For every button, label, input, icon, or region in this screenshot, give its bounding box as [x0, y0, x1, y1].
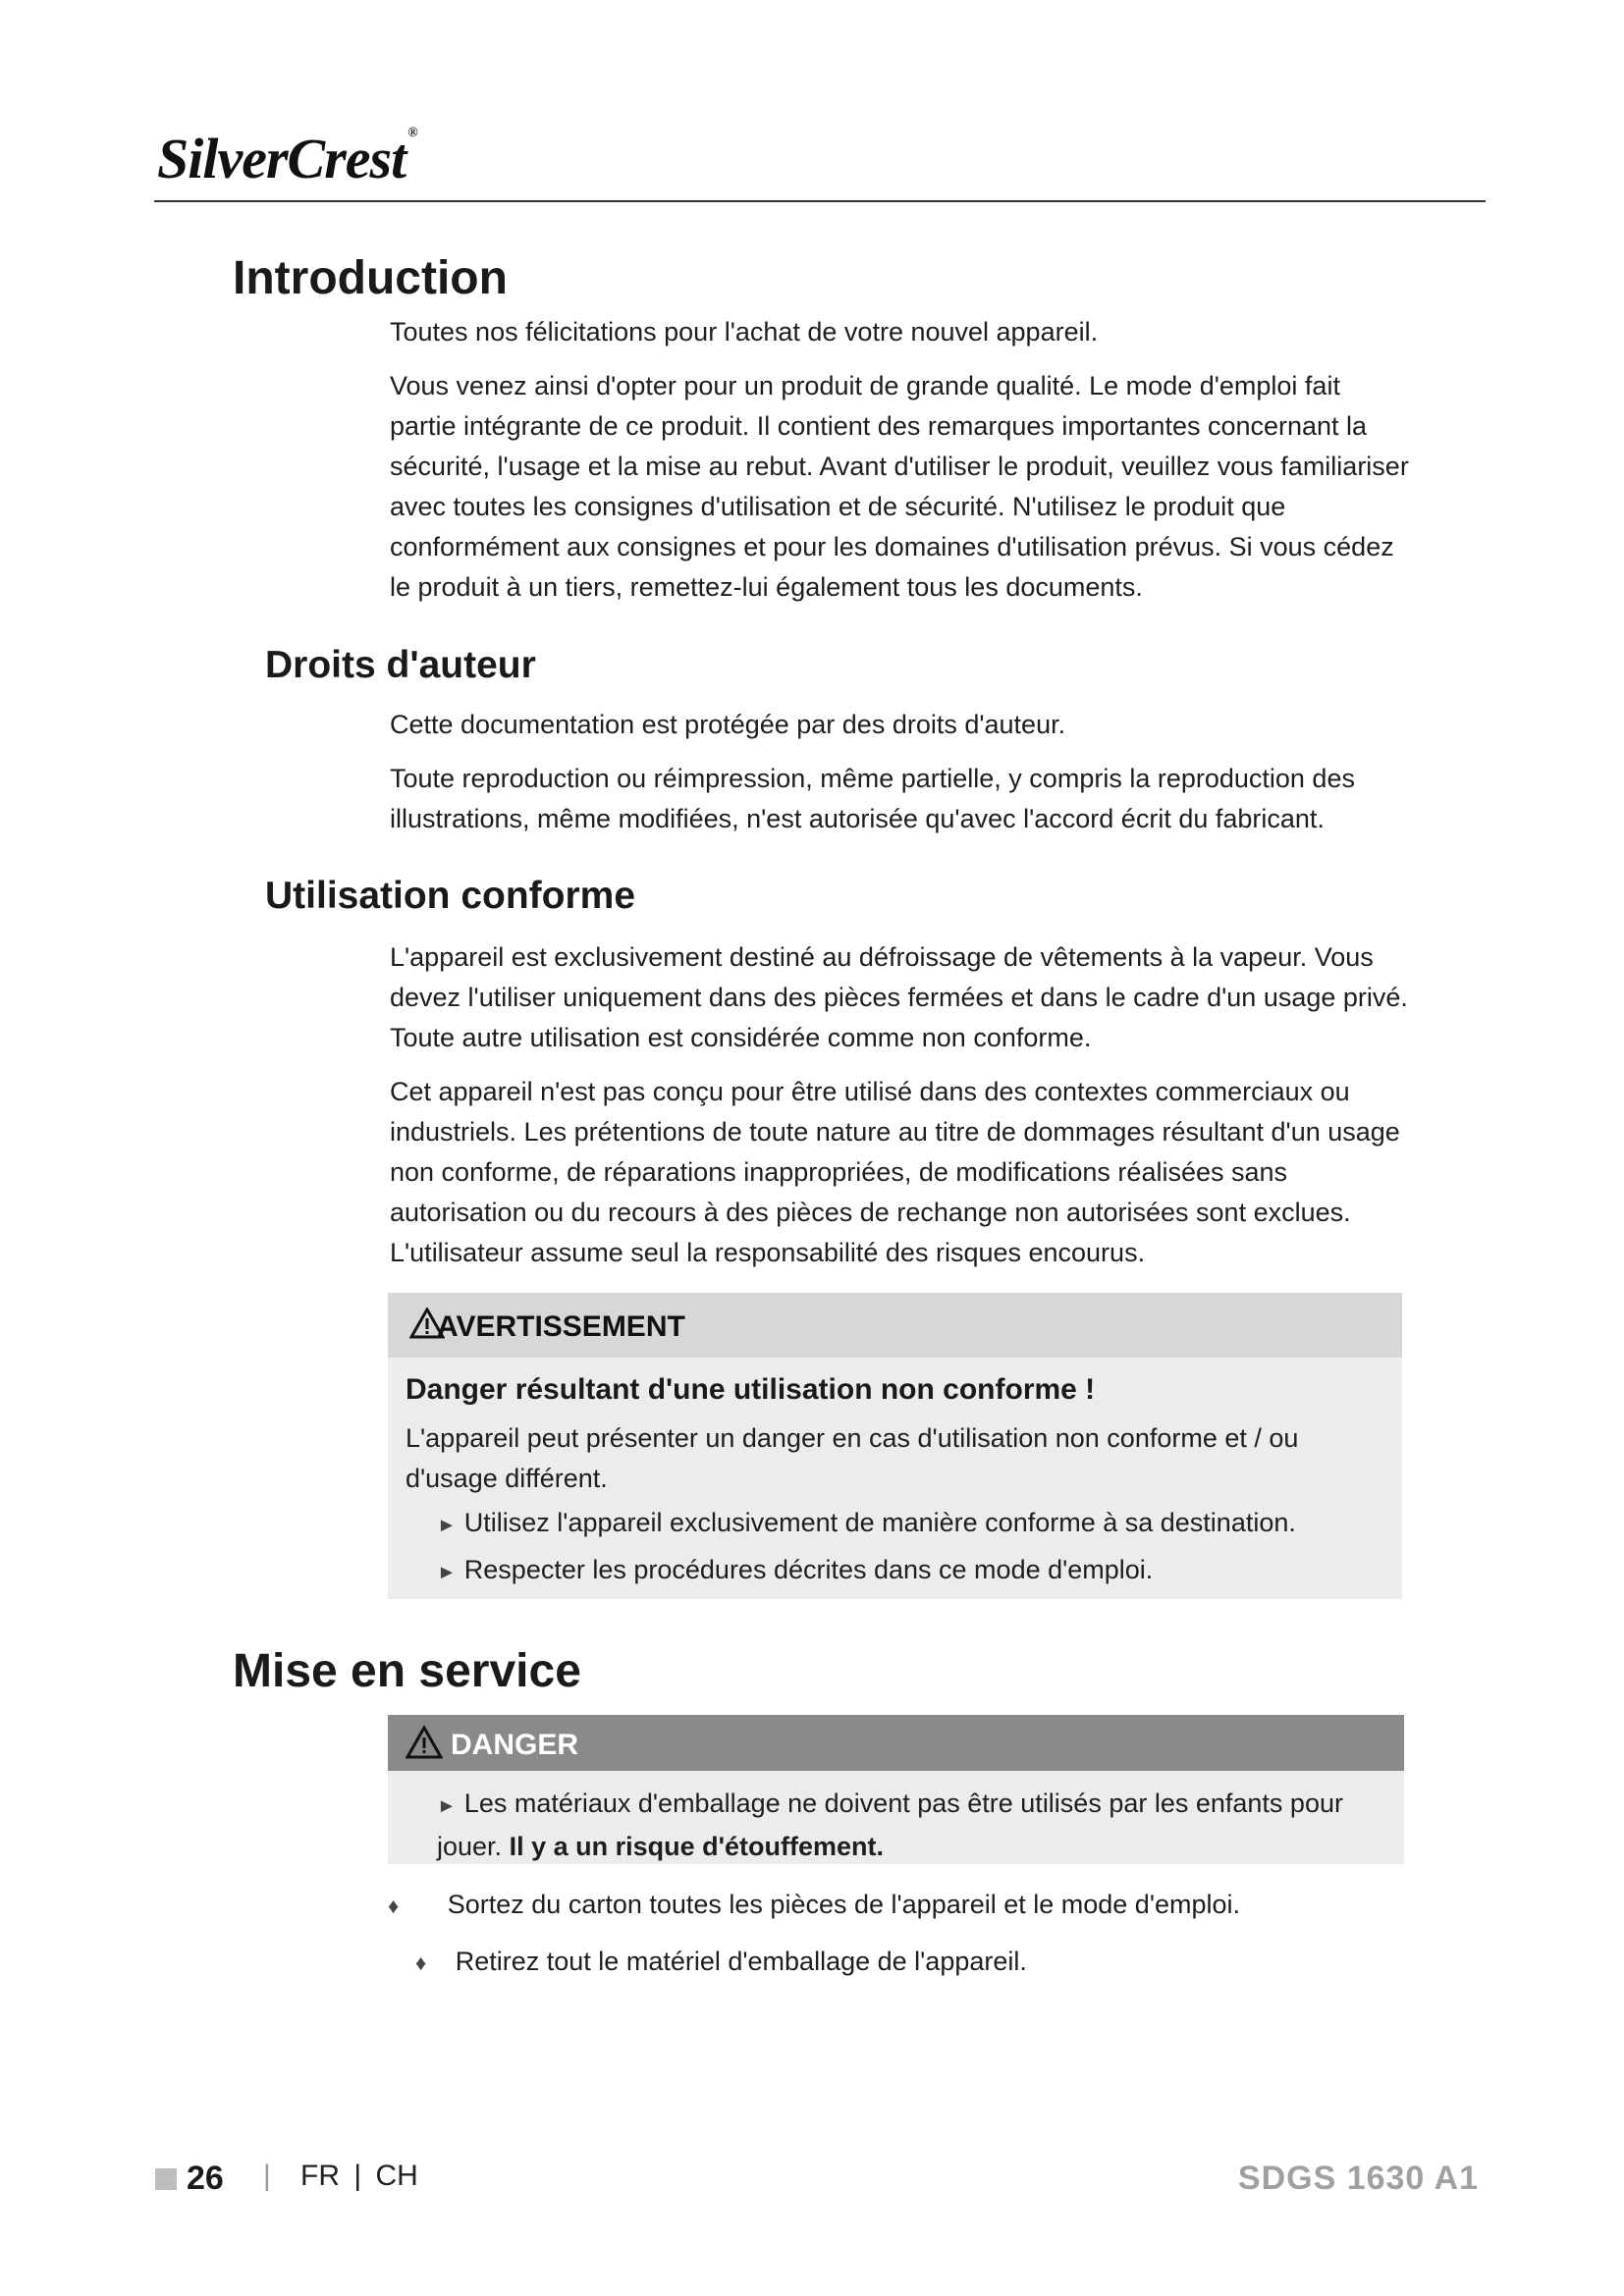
introduction-body [390, 312, 1411, 621]
copyright-title: Droits d'auteur [265, 644, 536, 686]
danger-text [437, 1784, 1399, 1867]
danger-text-body: Les matériaux d'emballage ne doivent pas être utilisés par les enfants pour jouer. [437, 1789, 1343, 1861]
introduction-paragraph: Vous venez ainsi d'opter pour un produit de grande qualité. Le mode d'emploi fait partie intégrante de ce produit. Il contient des remarques importantes concernant la sécurité, l'usage et la mise au rebut. Avant d'utiliser le produit, veuillez vous familiariser avec toutes les consignes d'utilisation et de sécurité. N'utilisez le produit que conformément aux consignes et pour les domaines d'utilisation prévus. Si vous cédez le produit à un tiers, remettez-lui également tous les documents. [390, 371, 1409, 602]
diamond-bullet-icon: ♦ [388, 1894, 400, 1918]
warning-bullet [437, 1550, 1380, 1593]
warning-box [388, 1293, 1402, 1599]
silvercrest-logo: SilverCrest ® [157, 126, 417, 190]
commissioning-title: Mise en service [233, 1645, 581, 1697]
commissioning-step-text: Retirez tout le matériel d'emballage de l'appareil. [455, 1947, 1027, 1976]
arrow-icon: ► [437, 1562, 457, 1583]
warning-label: AVERTISSEMENT [437, 1310, 685, 1343]
copyright-paragraph: Toute reproduction ou réimpression, même partielle, y compris la reproduction des illustrations, même modifiées, n'est autorisée qu'avec l'accord écrit du fabricant. [390, 764, 1355, 833]
footer-lang-fr: FR [300, 2160, 340, 2192]
danger-triangle-icon [406, 1726, 443, 1759]
danger-box [388, 1715, 1404, 1864]
commissioning-step-text: Sortez du carton toutes les pièces de l'appareil et le mode d'emploi. [447, 1890, 1241, 1919]
warning-header [388, 1293, 1402, 1358]
introduction-title: Introduction [233, 252, 508, 304]
footer-lang: FR | CH [300, 2160, 418, 2192]
copyright-body [390, 705, 1411, 853]
diamond-bullet-icon: ♦ [415, 1950, 427, 1975]
commissioning-step [388, 1885, 1409, 1926]
introduction-paragraph: Toutes nos félicitations pour l'achat de votre nouvel appareil. [390, 317, 1099, 347]
arrow-icon: ► [437, 1515, 457, 1536]
intended-use-title: Utilisation conforme [265, 875, 636, 917]
intended-use-paragraph: L'appareil est exclusivement destiné au défroissage de vêtements à la vapeur. Vous devez l'utiliser uniquement dans des pièces fermées et dans le cadre d'un usage privé. Toute autre utilisation est considérée comme non conforme. [390, 942, 1408, 1052]
footer-separator: | [263, 2160, 271, 2192]
warning-heading: Danger résultant d'une utilisation non conforme ! [406, 1373, 1096, 1406]
danger-text-bold: Il y a un risque d'étouffement. [509, 1832, 885, 1861]
intended-use-body [390, 937, 1411, 1287]
warning-text: L'appareil peut présenter un danger en cas d'utilisation non conforme et / ou d'usage différent. [406, 1423, 1299, 1493]
arrow-icon: ► [437, 1795, 457, 1817]
page-number: 26 [187, 2160, 224, 2197]
warning-bullet-text: Respecter les procédures décrites dans ce mode d'emploi. [463, 1555, 1154, 1584]
warning-bullet-text: Utilisez l'appareil exclusivement de manière conforme à sa destination. [463, 1508, 1296, 1537]
warning-bullet [437, 1503, 1380, 1546]
copyright-paragraph: Cette documentation est protégée par des droits d'auteur. [390, 710, 1066, 739]
danger-header [388, 1715, 1404, 1771]
danger-label: DANGER [451, 1729, 579, 1761]
header-rule [154, 200, 1486, 202]
model-number: SDGS 1630 A1 [1237, 2160, 1479, 2197]
intended-use-paragraph: Cet appareil n'est pas conçu pour être utilisé dans des contextes commerciaux ou industriels. Les prétentions de toute nature au titre de dommages résultant d'un usage non conforme, de réparations inappropriées, de modifications réalisées sans autorisation ou du recours à des pièces de rechange non autorisées sont exclues. L'utilisateur assume seul la responsabilité des risques encourus. [390, 1077, 1400, 1267]
footer-lang-ch: CH [375, 2160, 418, 2192]
footer-square-icon [155, 2168, 177, 2190]
commissioning-step [415, 1942, 1407, 1983]
